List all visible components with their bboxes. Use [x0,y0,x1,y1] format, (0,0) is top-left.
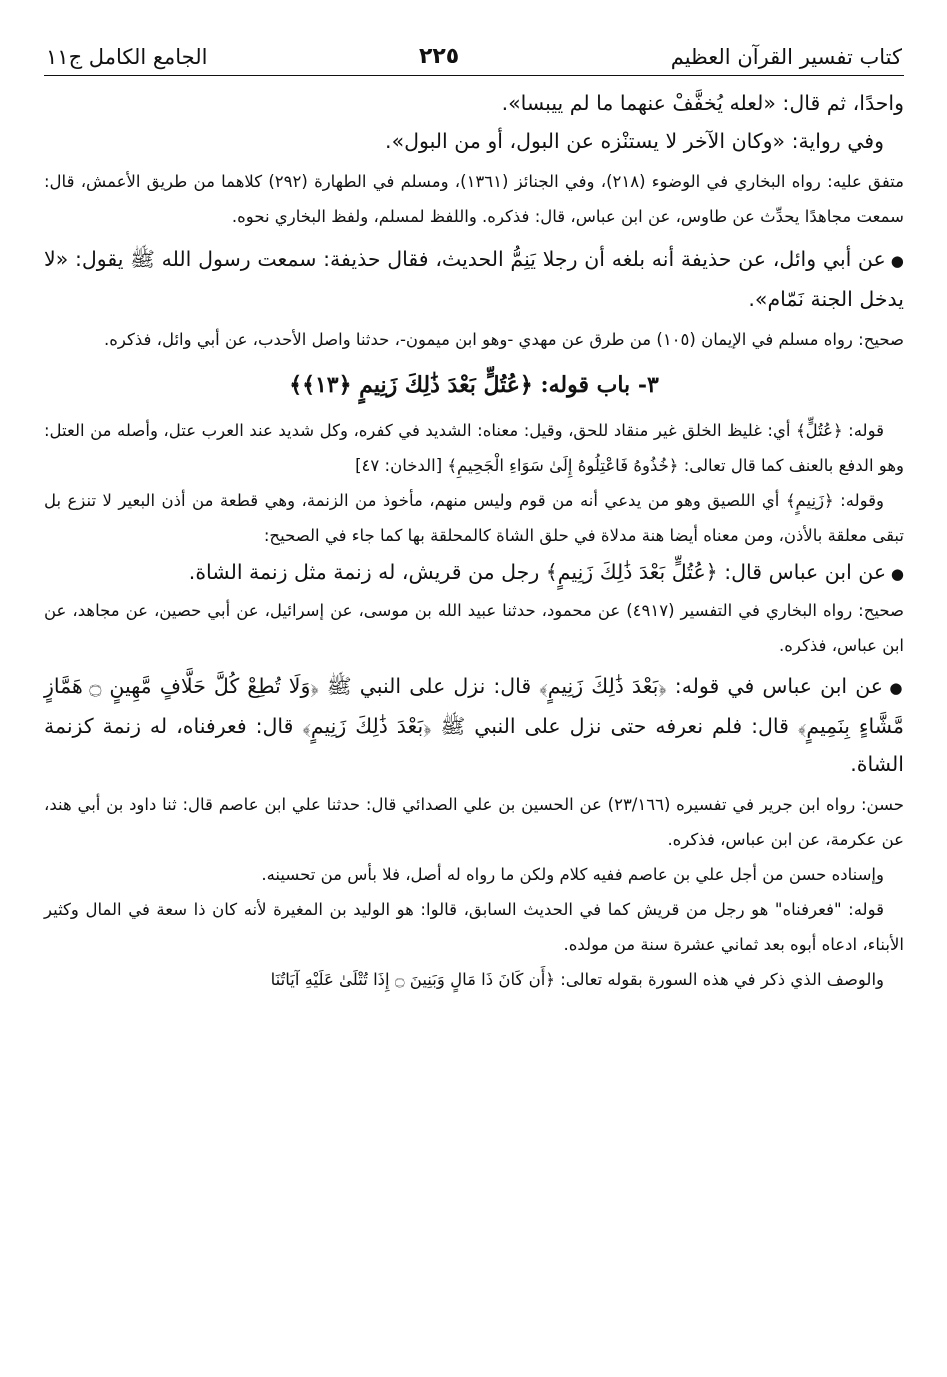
commentary-text: قوله: "فعرفناه" هو رجل من قريش كما في الحديث السابق، قالوا: هو الوليد بن المغيرة لأنه كان ذا سعة في المال وكثير الأبناء، ادعاه أبوه بعد ثماني عشرة سنة من مولده. [44,900,904,954]
page-body [44,84,904,997]
commentary-text: والوصف الذي ذكر في هذه السورة بقوله تعالى: ﴿أَن كَانَ ذَا مَالٍ وَبَنِينَ ۝ إِذَا تُتْلَىٰ عَلَيْهِ آيَاتُنَا [270,970,884,989]
takhrij-note: صحيح: رواه مسلم في الإيمان (١٠٥) من طرق عن مهدي -وهو ابن ميمون-، حدثنا واصل الأحدب، عن أبي وائل، فذكره. [103,330,904,349]
commentary-text: وإسناده حسن من أجل علي بن عاصم ففيه كلام ولكن ما رواه له أصل، فلا بأس من تحسينه. [261,865,884,884]
hadith-text: ● عن ابن عباس قال: ﴿عُتُلٍّ بَعْدَ ذَٰلِكَ زَنِيمٍ﴾ رجل من قريش، له زنمة مثل زنمة الشاة. [44,553,904,593]
commentary-text: قوله: ﴿عُتُلٍّ﴾ أي: غليظ الخلق غير منقاد للحق، وقيل: معناه: الشديد في كفره، وكل شديد عند العرب عتل، وأصله من العتل: وهو الدفع بالعنف كما قال تعالى: ﴿خُذُوهُ فَاعْتِلُوهُ إِلَىٰ سَوَاءِ الْجَحِيمِ﴾ [الدخان: ٤٧] [44,421,904,475]
book-title: كتاب تفسير القرآن العظيم [670,45,902,69]
takhrij-note: صحيح: رواه البخاري في التفسير (٤٩١٧) عن محمود، حدثنا عبيد الله بن موسى، عن إسرائيل، عن أبي حصين، عن مجاهد، عن ابن عباس، فذكره. [44,601,904,655]
takhrij-note: متفق عليه: رواه البخاري في الوضوء (٢١٨)، وفي الجنائز (١٣٦١)، ومسلم في الطهارة (٢٩٢) كلاهما من طريق الأعمش، قال: سمعت مجاهدًا يحدِّث عن طاوس، عن ابن عباس، قال: فذكره. واللفظ لمسلم، ولفظ البخاري نحوه. [44,172,904,226]
book-page [44,44,904,997]
hadith-text: واحدًا، ثم قال: «لعله يُخفَّفْ عنهما ما لم ييبسا». [501,91,904,115]
hadith-text: ● عن أبي وائل، عن حذيفة أنه بلغه أن رجلا يَنِمُّ الحديث، فقال حذيفة: سمعت رسول الله ﷺ يقول: «لا يدخل الجنة نَمّام». [44,240,904,318]
chapter-heading: ٣- باب قوله: ﴿عُتُلٍّ بَعْدَ ذَٰلِكَ زَنِيمٍ ﴿١٣﴾﴾ [289,372,659,398]
header-divider [44,75,904,76]
commentary-text: وقوله: ﴿زَنِيمٍ﴾ أي اللصيق وهو من يدعي أنه من قوم وليس منهم، مأخوذ من الزنمة، وهي قطعة من أذن البعير لا تنزع بل تبقى معلقة بالأذن، ومن معناه أيضا هنة مدلاة في حلق الشاة كالمحلقة بها كما جاء في الصحيح: [44,491,904,545]
takhrij-note: حسن: رواه ابن جرير في تفسيره (٢٣/١٦٦) عن الحسين بن علي الصدائي قال: حدثنا علي ابن عاصم قال: ثنا داود بن أبي هند، عن عكرمة، عن ابن عباس، فذكره. [44,795,904,849]
page-number: ٢٢٥ [418,44,460,69]
hadith-text: وفي رواية: «وكان الآخر لا يستنْزه عن البول، أو من البول». [385,129,884,153]
hadith-text: ● عن ابن عباس في قوله: ﴿بَعْدَ ذَٰلِكَ زَنِيمٍ﴾ قال: نزل على النبي ﷺ ﴿وَلَا تُطِعْ كُلَّ حَلَّافٍ مَّهِينٍ ۝ هَمَّازٍ مَّشَّاءٍ بِنَمِيمٍ﴾ قال: فلم نعرفه حتى نزل على النبي ﷺ ﴿بَعْدَ ذَٰلِكَ زَنِيمٍ﴾ قال: فعرفناه، له زنمة كزنمة الشاة. [44,667,904,783]
volume-title: الجامع الكامل ج١١ [46,45,208,69]
page-header [44,44,904,75]
